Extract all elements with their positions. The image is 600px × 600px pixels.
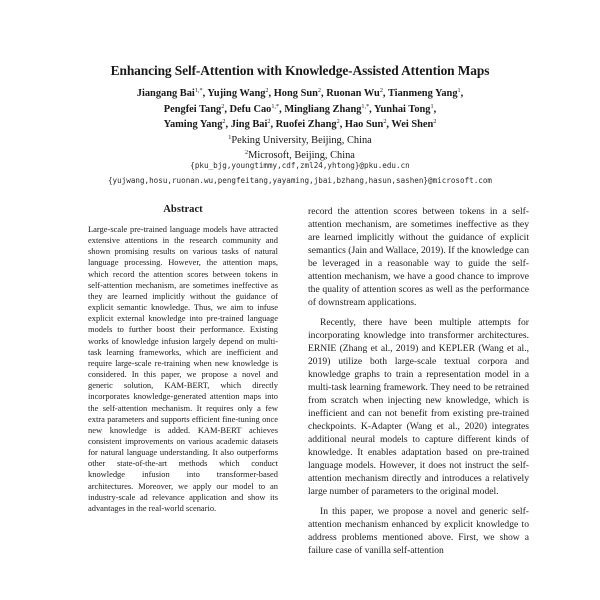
author-sup: 2 — [379, 87, 383, 94]
abstract-heading: Abstract — [163, 204, 203, 215]
affiliation-name: Microsoft, Beijing, China — [248, 150, 355, 162]
author-line: Yaming Yang$^2$, Jing Bai$^2$, Ruofei Zhang$^2$, Hao Sun$^2$, Wei Shen$^2$ — [163, 118, 437, 131]
affiliation — [0, 133, 600, 149]
author-line: Jiangang Bai$^{1,*}$, Yujing Wang$^2$, Hong Sun$^2$, Ruonan Wu$^2$, Tianmeng Yang$^1$, — [136, 87, 464, 99]
author-name: Defu Cao — [229, 103, 272, 115]
author-name: Yaming Yang — [163, 119, 223, 131]
author-line: Pengfei Tang$^2$, Defu Cao$^{1,*}$, Mingliang Zhang$^{1,*}$, Yunhai Tong$^1$, — [163, 102, 437, 115]
body-column — [308, 205, 529, 557]
author-sup: 2 — [221, 102, 225, 110]
body-paragraph: Recently, there have been multiple attempts for incorporating knowledge into transformer architectures. ERNIE (Zhang et al., 2019) and KEPLER (Wang et al., 2019) utilize both large-scale textual corpora and knowledge graphs to train a representation model in a multi-task learning framework. They need to be retrained from scratch when injecting new knowledge, which is inefficient and can not benefit from existing pre-trained checkpoints. K-Adapter (Wang et al., 2020) integrates additional neural models to capture different kinds of knowledge. It enables adaptation based on pre-trained language models. However, it does not instruct the self-attention mechanism directly and introduces a relatively large number of parameters to the original model. — [308, 317, 529, 497]
author-sup: 2 — [433, 118, 437, 126]
author-name: Pengfei Tang — [163, 103, 222, 115]
author-name: Tianmeng Yang — [387, 88, 458, 99]
author-sup: 2 — [222, 118, 226, 126]
author-sup: 1,* — [271, 102, 280, 110]
abstract-text: Large-scale pre-trained language models have attracted extensive attentions in the research community and shown promising results on various tasks of natural language processing. However, the attention maps, which record the attention scores between tokens in self-attention mechanism, are sometimes ineffective as they are learned implicitly without the guidance of explicit semantic knowledge. Thus, we aim to infuse explicit external knowledge into pre-trained language models to further boost their performance. Existing works of knowledge infusion largely depend on multi-task learning frameworks, which are inefficient and require large-scale re-training when new knowledge is considered. In this paper, we propose a novel and generic solution, KAM-BERT, which directly incorporates knowledge-generated attention maps into the self-attention mechanism. It requires only a few extra parameters and supports efficient fine-tuning once new knowledge is added. KAM-BERT achieves consistent improvements on various academic datasets for natural language understanding. It also outperforms other state-of-the-art methods which conduct knowledge infusion into transformer-based architectures. Moreover, we apply our model to an industry-scale ad relevance application and show its advantages in the real-world scenario. — [88, 224, 278, 513]
body-paragraph: record the attention scores between tokens in a self-attention mechanism, are sometimes ineffective as they are learned implicitly without the guidance of explicit semantics (Jain and Wallace, 2019). If the knowledge can be leveraged in a reasonable way to guide the self-attention mechanism, we have a good chance to improve the quality of attention scores as well as the performance of downstream applications. — [308, 206, 529, 308]
paper-title: Enhancing Self-Attention with Knowledge-Assisted Attention Maps — [110, 63, 490, 78]
email-line: {pku_bjg,youngtimmy,cdf,zml24,yhtong}@pku.edu.cn — [190, 161, 410, 170]
author-sup: 1 — [430, 102, 434, 110]
author-sup: 2 — [383, 118, 387, 126]
author-name: Yujing Wang — [207, 88, 266, 99]
body-paragraph: In this paper, we propose a novel and generic self-attention mechanism enhanced by explicit knowledge to address problems mentioned above. First, we show a failure case of vanilla self-attention — [308, 506, 529, 556]
author-block — [0, 86, 600, 164]
author-name: Ruonan Wu — [326, 88, 380, 99]
author-name: Mingliang Zhang — [284, 103, 362, 115]
author-sup: 1,* — [194, 87, 203, 94]
author-name: Jing Bai — [230, 119, 268, 131]
author-name: Ruofei Zhang — [275, 119, 337, 131]
author-sup: 2 — [336, 118, 340, 126]
author-name: Hao Sun — [344, 119, 384, 131]
author-name: Hong Sun — [273, 88, 318, 99]
author-sup: 2 — [317, 87, 321, 94]
author-name: Wei Shen — [391, 119, 434, 131]
author-name: Jiangang Bai — [136, 88, 195, 99]
affiliation-sup: 1 — [228, 133, 232, 141]
affiliation-sup: 2 — [245, 149, 249, 157]
email-block — [0, 158, 600, 188]
affiliation-name: Peking University, Beijing, China — [231, 134, 372, 146]
author-sup: 1,* — [361, 102, 370, 110]
author-sup: 2 — [267, 118, 271, 126]
author-sup: 2 — [265, 87, 269, 94]
author-sup: 1 — [457, 87, 461, 94]
email-line: {yujwang,hosu,ruonan.wu,pengfeitang,yayaming,jbai,bzhang,hasun,sashen}@microsoft.com — [107, 176, 493, 185]
author-name: Yunhai Tong — [373, 103, 431, 115]
